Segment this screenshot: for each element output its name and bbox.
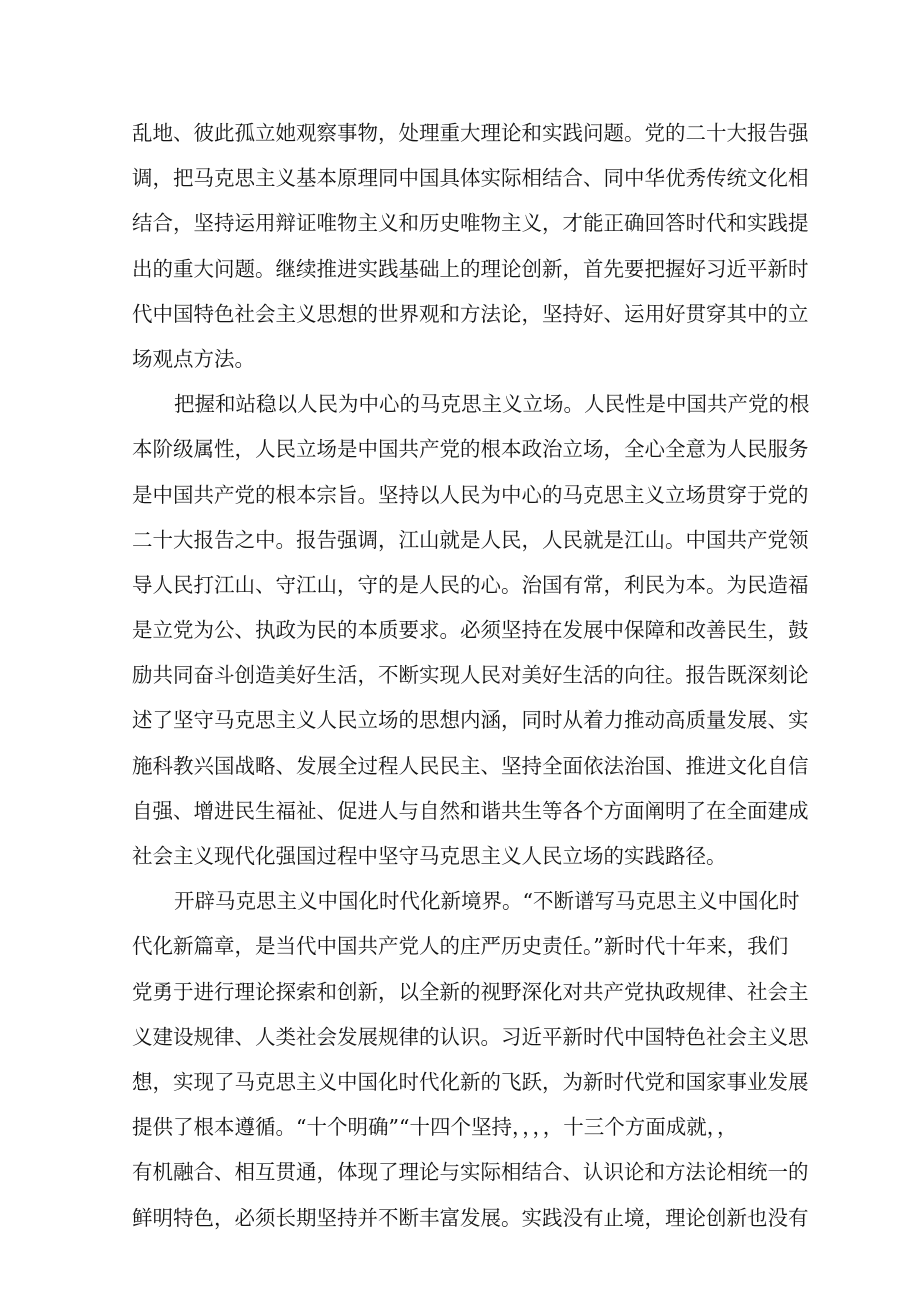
text-line: 出的重大问题。继续推进实践基础上的理论创新，首先要把握好习近平新时 <box>132 256 809 281</box>
text-line: 想，实现了马克思主义中国化时代化新的飞跃，为新时代党和国家事业发展 <box>132 1069 809 1094</box>
text-line: 结合，坚持运用辩证唯物主义和历史唯物主义，才能正确回答时代和实践提 <box>132 211 809 236</box>
text-line: 有机融合、相互贯通，体现了理论与实际相结合、认识论和方法论相统一的 <box>132 1160 809 1185</box>
text-line: 场观点方法。 <box>132 346 255 371</box>
text-line: 述了坚守马克思主义人民立场的思想内涵，同时从着力推动高质量发展、实 <box>132 708 809 733</box>
document-body <box>132 111 810 1241</box>
text-line: 代中国特色社会主义思想的世界观和方法论，坚持好、运用好贯穿其中的立 <box>132 301 809 326</box>
text-line: 乱地、彼此孤立她观察事物，处理重大理论和实践问题。党的二十大报告强 <box>132 121 809 145</box>
text-line: 励共同奋斗创造美好生活，不断实现人民对美好生活的向往。报告既深刻论 <box>132 663 809 688</box>
text-line: 提供了根本遵循。“十个明确”“十四个坚持，，，，十三个方面成就，， <box>132 1115 738 1140</box>
text-line: 代化新篇章，是当代中国共产党人的庄严历史责任。”新时代十年来，我们 <box>132 934 789 959</box>
text-line: 自强、增进民生福祉、促进人与自然和谐共生等各个方面阐明了在全面建成 <box>132 798 809 823</box>
text-line: 调，把马克思主义基本原理同中国具体实际相结合、同中华优秀传统文化相 <box>132 166 809 191</box>
text-line: 本阶级属性，人民立场是中国共产党的根本政治立场，全心全意为人民服务 <box>132 437 809 462</box>
text-line: 鲜明特色，必须长期坚持并不断丰富发展。实践没有止境，理论创新也没有 <box>132 1205 809 1230</box>
paragraph-first-line: 把握和站稳以人民为中心的马克思主义立场。人民性是中国共产党的根 <box>174 392 810 417</box>
text-line: 社会主义现代化强国过程中坚守马克思主义人民立场的实践路径。 <box>132 844 727 868</box>
text-line: 党勇于进行理论探索和创新，以全新的视野深化对共产党执政规律、社会主 <box>132 979 809 1004</box>
paragraph-first-line: 开辟马克思主义中国化时代化新境界。“不断谱写马克思主义中国化时 <box>174 889 800 914</box>
text-line: 施科教兴国战略、发展全过程人民民主、坚持全面依法治国、推进文化自信 <box>132 753 809 778</box>
text-line: 导人民打江山、守江山，守的是人民的心。治国有常，利民为本。为民造福 <box>132 572 809 597</box>
text-line: 是立党为公、执政为民的本质要求。必须坚持在发展中保障和改善民生，鼓 <box>132 618 809 643</box>
text-line: 义建设规律、人类社会发展规律的认识。习近平新时代中国特色社会主义思 <box>132 1024 809 1049</box>
text-line: 二十大报告之中。报告强调，江山就是人民，人民就是江山。中国共产党领 <box>132 527 809 552</box>
text-line: 是中国共产党的根本宗旨。坚持以人民为中心的马克思主义立场贯穿于党的 <box>132 482 809 507</box>
